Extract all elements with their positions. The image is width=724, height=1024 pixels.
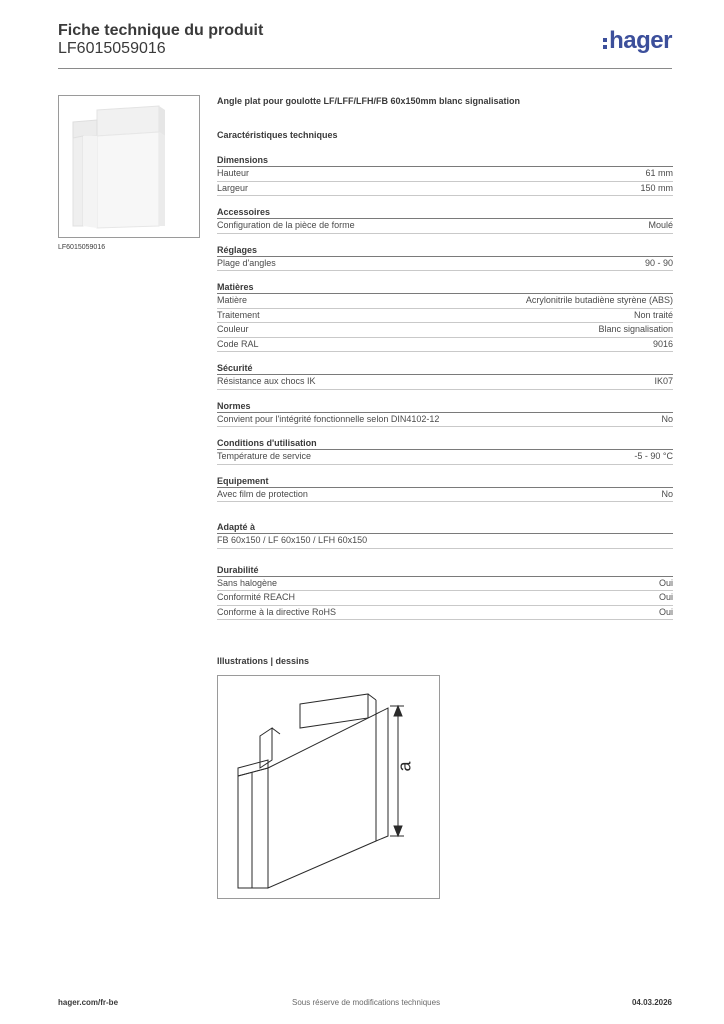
product-name: Angle plat pour goulotte LF/LFF/LFH/FB 60x150mm blanc signalisation (217, 96, 521, 106)
group-title: Matières (217, 281, 673, 294)
group-equipement (217, 475, 673, 503)
group-title: Equipement (217, 475, 673, 488)
footer-notice: Sous réserve de modifications techniques (292, 998, 441, 1007)
group-title: Adapté à (217, 521, 673, 534)
spec-value: No (661, 488, 673, 499)
spec-value: Acrylonitrile butadiène styrène (ABS) (525, 295, 673, 305)
spec-value: -5 - 90 °C (634, 451, 673, 461)
group-title: Conditions d'utilisation (217, 437, 673, 450)
technical-drawing (217, 675, 440, 899)
product-photo-image (59, 96, 199, 237)
spec-value: IK07 (654, 376, 673, 386)
spec-value: 9016 (652, 338, 673, 349)
group-title: Réglages (217, 244, 673, 257)
spec-label: Configuration de la pièce de forme (217, 220, 355, 230)
spec-row (217, 375, 673, 390)
spec-row (217, 257, 673, 272)
technical-drawing-image (218, 676, 439, 898)
group-title: Accessoires (217, 206, 673, 219)
technical-content (217, 96, 673, 620)
spec-value: Non traité (633, 309, 673, 320)
spec-label: Température de service (217, 451, 312, 461)
spec-label: Couleur (217, 324, 249, 334)
group-adapte (217, 521, 673, 549)
spec-value: Oui (658, 606, 673, 617)
group-title: Dimensions (217, 154, 673, 167)
page-header (58, 22, 672, 70)
group-securite (217, 362, 673, 390)
spec-row (217, 534, 673, 549)
spec-label: Sans halogène (217, 577, 278, 588)
spec-label: Largeur (217, 182, 249, 193)
group-reglages (217, 244, 673, 272)
product-reference: LF6015059016 (58, 40, 166, 57)
header-divider (58, 68, 672, 69)
logo-text: hager (609, 27, 672, 54)
spec-row (217, 182, 673, 197)
spec-row (217, 219, 673, 234)
spec-label: Plage d'angles (217, 257, 276, 268)
group-normes (217, 400, 673, 428)
spec-value: Moulé (648, 220, 673, 230)
group-title: Sécurité (217, 362, 673, 375)
group-accessoires (217, 206, 673, 234)
section-title: Caractéristiques techniques (217, 130, 338, 140)
spec-row (217, 294, 673, 309)
spec-value: No (661, 413, 673, 424)
spec-value: Oui (658, 577, 673, 588)
spec-row (217, 167, 673, 182)
dimension-label: a (394, 761, 415, 772)
spec-label: Traitement (217, 309, 260, 320)
spec-row (217, 413, 673, 428)
hager-logo (603, 27, 672, 55)
spec-row (217, 450, 673, 465)
spec-value: Blanc signalisation (598, 324, 673, 334)
spec-label: Matière (217, 295, 248, 305)
spec-row (217, 488, 673, 503)
group-conditions (217, 437, 673, 465)
spec-row (217, 323, 673, 338)
doc-title: Fiche technique du produit (58, 22, 264, 39)
photo-caption: LF6015059016 (58, 244, 106, 251)
spec-row (217, 338, 673, 353)
spec-label: Avec film de protection (217, 488, 308, 499)
spec-value: 150 mm (640, 182, 673, 193)
spec-row (217, 577, 673, 592)
spec-label: Conforme à la directive RoHS (217, 606, 337, 617)
spec-label: Conformité REACH (217, 592, 296, 602)
logo-dots-icon (603, 38, 607, 49)
spec-value: 90 - 90 (644, 257, 673, 268)
group-title: Normes (217, 400, 673, 413)
product-photo (58, 95, 200, 238)
spec-label: Code RAL (217, 338, 259, 349)
footer-website[interactable]: hager.com/fr-be (58, 998, 119, 1007)
spec-label: Hauteur (217, 168, 250, 178)
group-title: Durabilité (217, 564, 673, 577)
spec-value: Oui (658, 592, 673, 602)
spec-row (217, 606, 673, 621)
spec-row (217, 309, 673, 324)
group-dimensions (217, 154, 673, 196)
spec-label: Convient pour l'intégrité fonctionnelle selon DIN4102-12 (217, 413, 440, 424)
footer-date: 04.03.2026 (631, 998, 672, 1007)
spec-label: Résistance aux chocs IK (217, 376, 316, 386)
illustrations-title: Illustrations | dessins (217, 656, 310, 666)
spec-row (217, 591, 673, 606)
spec-value: 61 mm (645, 168, 673, 178)
group-matieres (217, 281, 673, 352)
spec-label: FB 60x150 / LF 60x150 / LFH 60x150 (217, 535, 368, 545)
group-durabilite (217, 564, 673, 621)
